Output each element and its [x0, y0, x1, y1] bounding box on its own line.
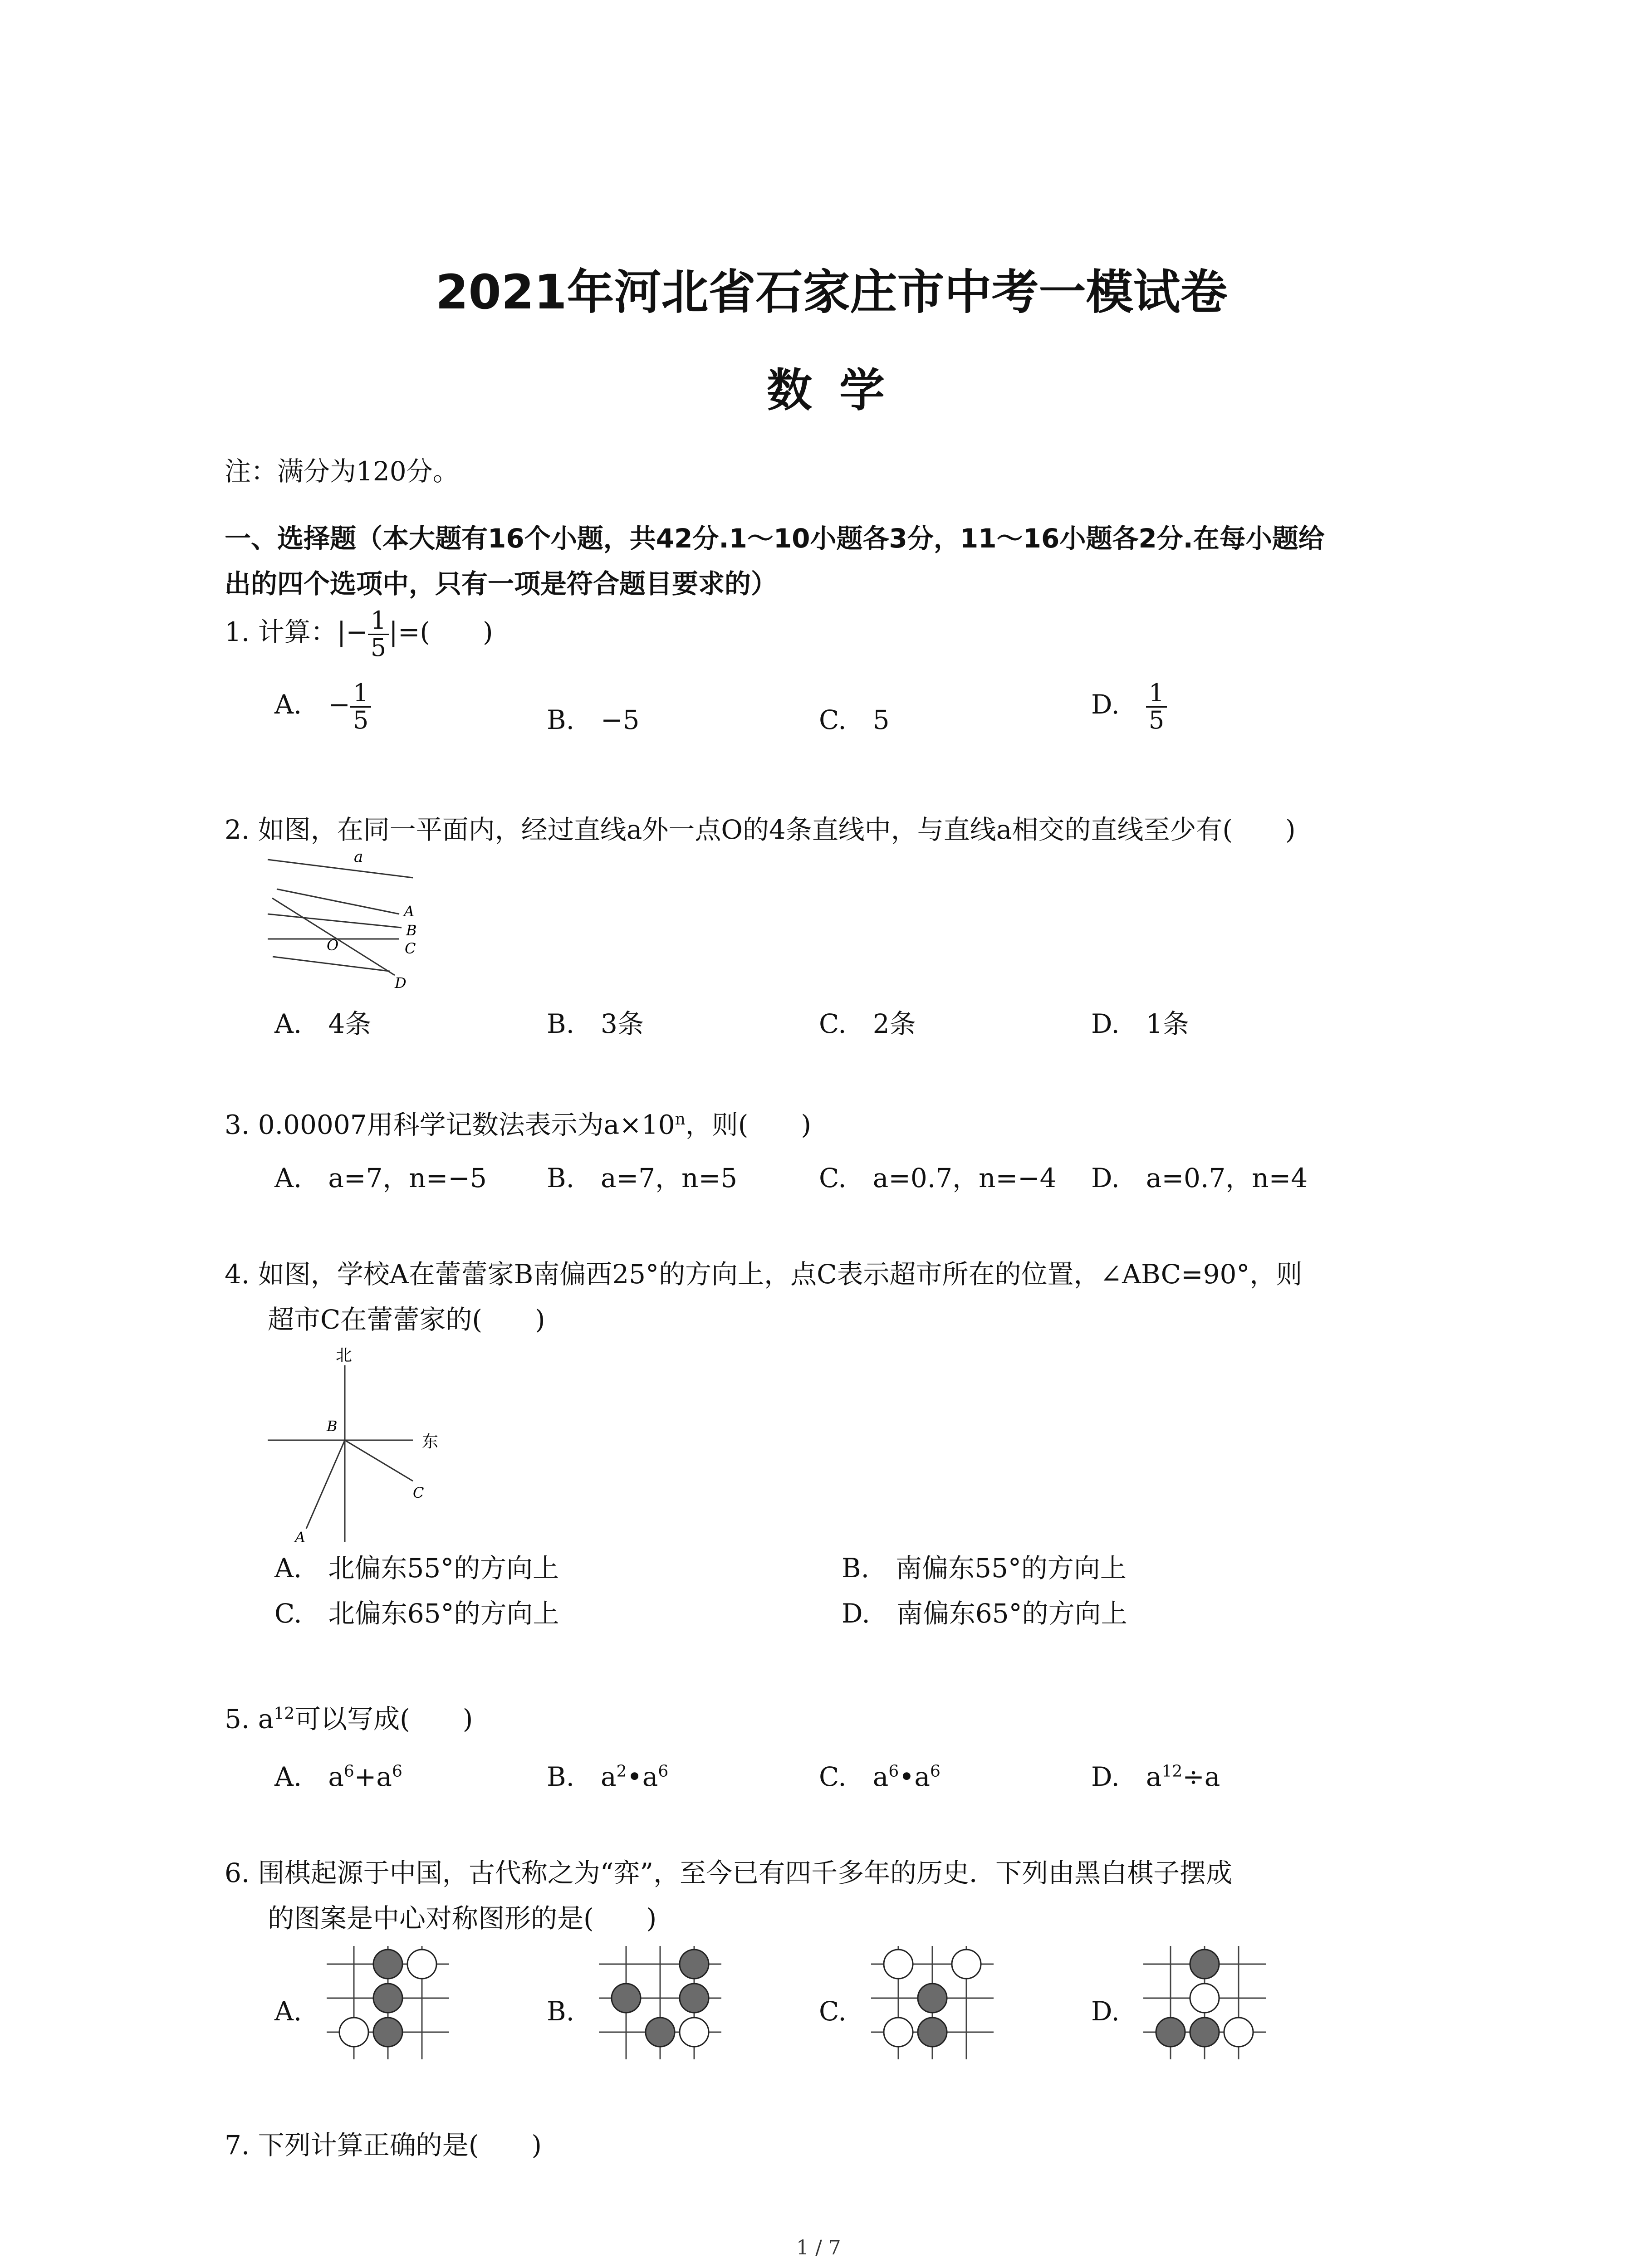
- q5-exponent: 12: [274, 1704, 295, 1723]
- q1-a-sign: −: [328, 689, 350, 720]
- q6-option-c-board[interactable]: [867, 1944, 998, 2066]
- q5-option-c: [819, 1755, 941, 1794]
- q1-a-den: 5: [353, 705, 369, 734]
- q3-stem-pre: 3. 0.00007用科学记数法表示为a×10: [225, 1109, 675, 1140]
- question-2: 2. 如图，在同一平面内，经过直线a外一点O的4条直线中，与直线a相交的直线至少有( ): [225, 814, 1296, 845]
- q5-option-d: [1091, 1755, 1220, 1794]
- q1-d-num: 1: [1146, 680, 1167, 708]
- q1-option-c: C. 5: [819, 704, 890, 735]
- q6-option-d-board[interactable]: [1139, 1944, 1270, 2066]
- q4-label-A: A: [295, 1529, 306, 1546]
- q5-b-sup2: 6: [658, 1762, 669, 1781]
- q5-a-sup2: 6: [392, 1762, 402, 1781]
- q2-option-d: D. 1条: [1091, 1008, 1189, 1039]
- q5-c-pre: C. a: [819, 1761, 889, 1792]
- q4-option-d: D. 南偏东65°的方向上: [842, 1598, 1127, 1629]
- q5-option-b: [547, 1755, 668, 1794]
- q5-d-pre: D. a: [1091, 1761, 1162, 1792]
- q2-option-b: B. 3条: [547, 1008, 644, 1039]
- q5-d-sup1: 12: [1161, 1762, 1183, 1781]
- q5-stem-pre: 5. a: [225, 1703, 274, 1735]
- q4-option-c: C. 北偏东65°的方向上: [274, 1598, 559, 1629]
- q4-figure: [263, 1338, 463, 1547]
- q1-num: 1: [368, 608, 389, 635]
- subject-title: 数学: [767, 364, 912, 417]
- q3-stem-post: ，则( ): [685, 1109, 812, 1140]
- question-4-line1: 4. 如图，学校A在蕾蕾家B南偏西25°的方向上，点C表示超市所在的位置，∠ABC=90°，则: [225, 1259, 1303, 1290]
- q6-option-c-label: C.: [819, 1996, 847, 2027]
- question-6-line1: 6. 围棋起源于中国，古代称之为“弈”，至今已有四千多年的历史．下列由黑白棋子摆成: [225, 1857, 1233, 1888]
- q1-suffix: |=( ): [389, 616, 493, 648]
- q6-option-a-label: A.: [274, 1996, 302, 2027]
- q1-option-d: [1091, 680, 1167, 733]
- q2-figure: [263, 848, 436, 998]
- q1-prefix: 1. 计算：|−: [225, 616, 368, 648]
- q5-b-mid: •a: [627, 1761, 658, 1792]
- q5-a-sup1: 6: [343, 1762, 354, 1781]
- q3-option-c: C. a=0.7，n=−4: [819, 1163, 1057, 1193]
- q4-label-B: B: [327, 1418, 338, 1435]
- q2-label-O: O: [327, 937, 339, 954]
- q1-d-fraction: [1146, 680, 1167, 733]
- q2-label-C: C: [405, 940, 416, 957]
- section-heading-line1: 一、选择题（本大题有16个小题，共42分.1～10小题各3分，11～16小题各2分.在每小题给: [225, 523, 1325, 554]
- question-5: [225, 1703, 473, 1735]
- q1-option-b: B. −5: [547, 704, 640, 735]
- q2-label-B: B: [406, 922, 417, 939]
- q1-a-num: 1: [350, 680, 371, 708]
- q4-option-a: A. 北偏东55°的方向上: [274, 1553, 559, 1584]
- q1-d-den: 5: [1148, 705, 1165, 734]
- q3-option-a: A. a=7，n=−5: [274, 1163, 487, 1193]
- q1-fraction: [368, 608, 389, 660]
- question-6-line2: 的图案是中心对称图形的是( ): [268, 1903, 657, 1934]
- q2-option-a: A. 4条: [274, 1008, 372, 1039]
- q5-b-sup1: 2: [616, 1762, 627, 1781]
- q4-option-b: B. 南偏东55°的方向上: [842, 1553, 1127, 1584]
- q5-d-post: ÷a: [1182, 1761, 1220, 1792]
- page-number: 1 / 7: [796, 2236, 841, 2259]
- q5-b-pre: B. a: [547, 1761, 617, 1792]
- q2-label-A: A: [404, 903, 415, 920]
- q1-d-label: D.: [1091, 689, 1120, 720]
- score-note: 注：满分为120分。: [225, 456, 459, 487]
- q6-option-b-board[interactable]: [594, 1944, 726, 2066]
- q5-c-mid: •a: [899, 1761, 930, 1792]
- q6-option-a-board[interactable]: [322, 1944, 454, 2066]
- q5-stem-post: 可以写成( ): [294, 1703, 473, 1735]
- q2-option-c: C. 2条: [819, 1008, 916, 1039]
- q6-option-b-label: B.: [547, 1996, 575, 2027]
- section-heading-line2: 出的四个选项中，只有一项是符合题目要求的）: [225, 568, 778, 599]
- q4-label-east: 东: [422, 1432, 439, 1451]
- page-title: 2021年河北省石家庄市中考一模试卷: [436, 264, 1228, 320]
- question-1: [225, 608, 493, 660]
- q4-label-north: 北: [336, 1346, 353, 1365]
- q1-a-label: A.: [274, 689, 302, 720]
- q1-den: 5: [370, 633, 387, 662]
- q1-option-a: [274, 680, 371, 733]
- q5-a-pre: A. a: [274, 1761, 344, 1792]
- q1-a-fraction: [350, 680, 371, 733]
- question-4-line2: 超市C在蕾蕾家的( ): [268, 1304, 545, 1335]
- q3-option-d: D. a=0.7，n=4: [1091, 1163, 1308, 1193]
- q3-exponent: n: [675, 1110, 686, 1129]
- q5-option-a: [274, 1755, 402, 1794]
- q5-a-mid: +a: [354, 1761, 392, 1792]
- q2-label-a: a: [354, 848, 363, 866]
- question-7: 7. 下列计算正确的是( ): [225, 2130, 542, 2160]
- q5-c-sup2: 6: [930, 1762, 941, 1781]
- q2-label-D: D: [395, 974, 407, 992]
- question-3: [225, 1111, 811, 1138]
- q5-c-sup1: 6: [888, 1762, 899, 1781]
- q6-option-d-label: D.: [1091, 1996, 1120, 2027]
- q3-option-b: B. a=7，n=5: [547, 1163, 737, 1193]
- q4-label-C: C: [413, 1484, 424, 1501]
